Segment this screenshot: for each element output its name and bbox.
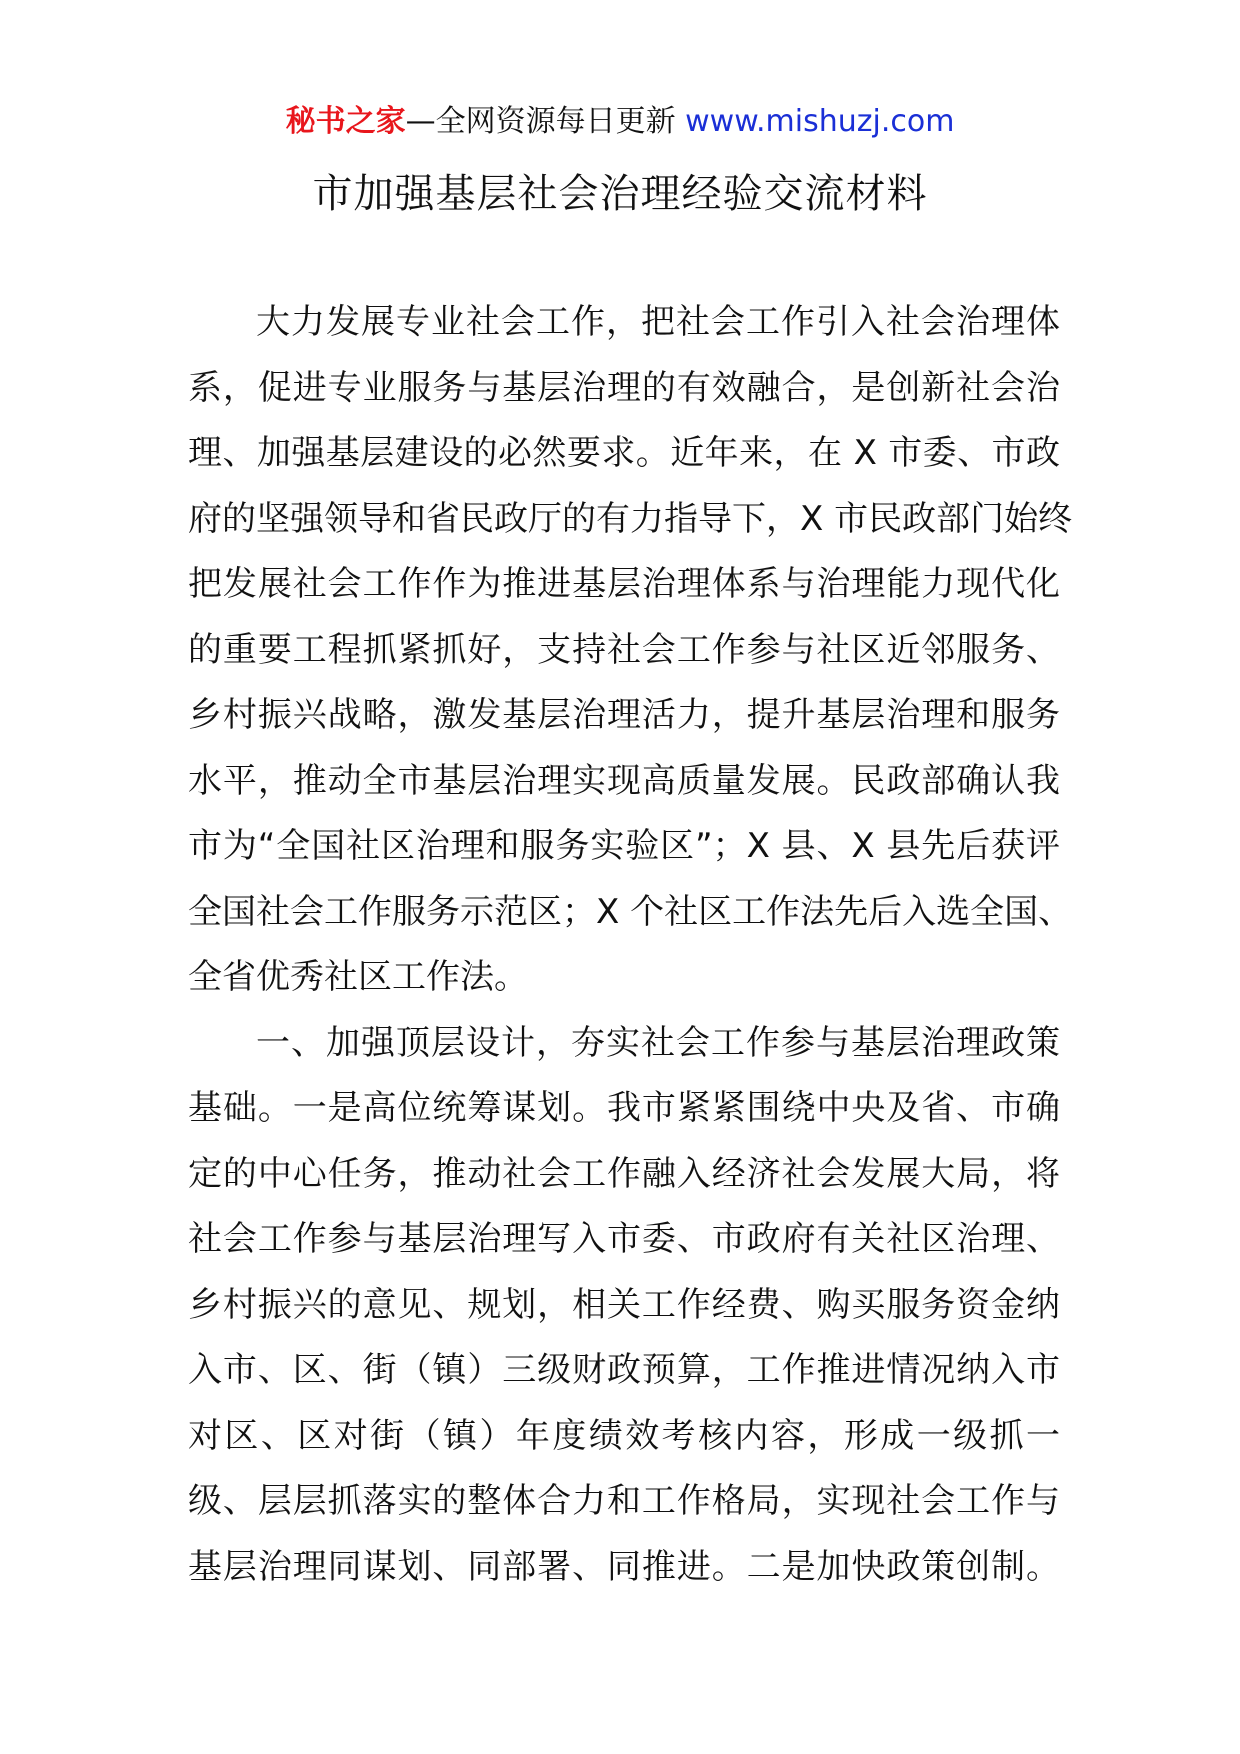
document-title: 市加强基层社会治理经验交流材料: [312, 171, 928, 217]
paragraph-line: 全省优秀社区工作法。: [188, 957, 528, 997]
paragraph-line: 基层治理同谋划、同部署、同推进。二是加快政策创制。: [188, 1546, 1060, 1587]
paragraph-line: 定的中心任务，推动社会工作融入经济社会发展大局，将: [188, 1153, 1060, 1194]
site-header: [0, 102, 1240, 142]
paragraph-line: 乡村振兴战略，激发基层治理活力，提升基层治理和服务: [188, 695, 1060, 735]
paragraph-line: 社会工作参与基层治理写入市委、市政府有关社区治理、: [188, 1219, 1060, 1259]
paragraph-line: 级、层层抓落实的整体合力和工作格局，实现社会工作与: [188, 1481, 1060, 1521]
paragraph-line: 把发展社会工作作为推进基层治理体系与治理能力现代化: [188, 564, 1060, 604]
paragraph-line: 对区、区对街（镇）年度绩效考核内容，形成一级抓一: [188, 1415, 1060, 1456]
site-url-link[interactable]: www.mishuzj.com: [685, 104, 955, 139]
brand-tagline: —全网资源每日更新: [405, 104, 676, 139]
paragraph-line: 系，促进专业服务与基层治理的有效融合，是创新社会治: [188, 367, 1060, 408]
section-heading: 一、加强顶层设计，夯实社会工作参与基层治理政策: [256, 1022, 1060, 1063]
brand-name: 秘书之家: [285, 104, 406, 139]
section-1: [188, 1011, 1060, 1601]
paragraph-line: 乡村振兴的意见、规划，相关工作经费、购买服务资金纳: [188, 1284, 1060, 1325]
paragraph-line: 大力发展专业社会工作，把社会工作引入社会治理体: [256, 302, 1060, 342]
paragraph-line: 水平，推动全市基层治理实现高质量发展。民政部确认我: [188, 760, 1060, 801]
paragraph-line: 全国社会工作服务示范区；X 个社区工作法先后入选全国、: [188, 891, 1073, 932]
paragraph-line: 入市、区、街（镇）三级财政预算，工作推进情况纳入市: [188, 1350, 1060, 1390]
paragraph-line: 基础。一是高位统筹谋划。我市紧紧围绕中央及省、市确: [188, 1088, 1060, 1128]
paragraph-line: 市为“全国社区治理和服务实验区”；X 县、X 县先后获评: [188, 826, 1060, 866]
paragraph-line: 理、加强基层建设的必然要求。近年来，在 X 市委、市政: [188, 433, 1060, 473]
intro-paragraph: [188, 290, 1073, 1011]
document-body: [188, 290, 1073, 1600]
paragraph-line: 府的坚强领导和省民政厅的有力指导下，X 市民政部门始终: [188, 498, 1073, 539]
paragraph-line: 的重要工程抓紧抓好，支持社会工作参与社区近邻服务、: [188, 629, 1060, 670]
